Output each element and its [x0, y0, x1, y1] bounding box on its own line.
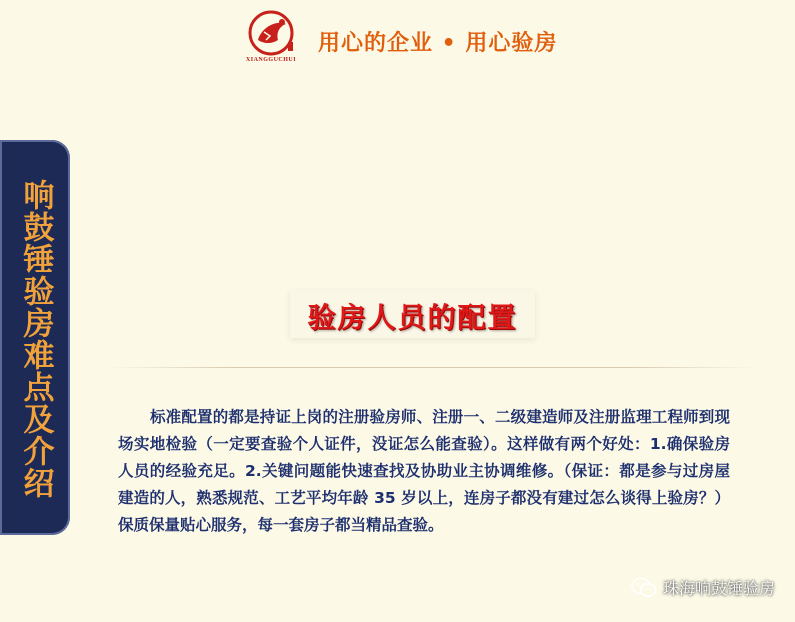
- logo-caption: XIANGGUCHUI: [245, 57, 297, 63]
- header: [0, 0, 795, 80]
- sidebar-tab: [0, 140, 70, 535]
- logo-icon: [248, 10, 294, 56]
- watermark-text: 珠海响鼓锤验房: [662, 579, 775, 598]
- section-title-box: [290, 290, 535, 338]
- slogan: 用心的企业 • 用心验房: [318, 31, 558, 56]
- wechat-icon: [631, 577, 657, 599]
- section-title: 验房人员的配置: [307, 301, 518, 334]
- watermark: [631, 576, 775, 599]
- sidebar-title: 响鼓锤验房难点及介绍: [17, 179, 54, 499]
- divider: [108, 367, 756, 368]
- content-paragraph: 标准配置的都是持证上岗的注册验房师、注册一、二级建造师及注册监理工程师到现场实地检验（一定要查验个人证件，没证怎么能查验）。这样做有两个好处：1.确保验房人员的经验充足。2.关键问题能快速查找及协助业主协调维修。（保证：都是参与过房屋建造的人，熟悉规范、工艺平均年龄 35 岁以上，连房子都没有建过怎么谈得上验房？）保质保量贴心服务，每一套房子都当精品查验。: [118, 408, 730, 534]
